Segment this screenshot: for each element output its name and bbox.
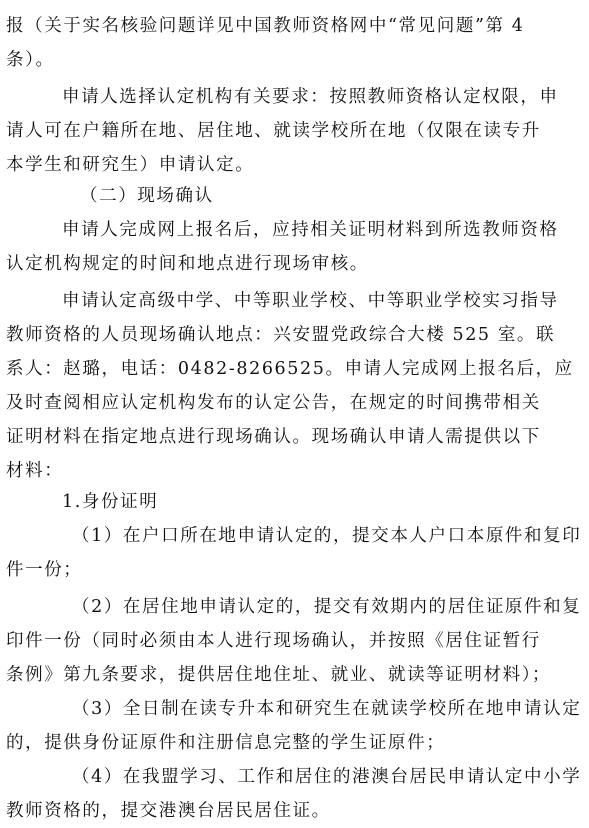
paragraph-line: 申请人完成网上报名后，应持相关证明材料到所选教师资格 <box>62 220 559 240</box>
text-line: 系人：赵璐，电话：0482-8266525。申请人完成网上报名后，应 <box>6 359 574 379</box>
text-line: 请人可在户籍所在地、居住地、就读学校所在地（仅限在读专升 <box>6 121 541 141</box>
text-line: 教师资格的，提交港澳台居民居住证。 <box>6 801 331 821</box>
text-line: 印件一份（同时必须由本人进行现场确认，并按照《居住证暂行 <box>6 631 541 651</box>
list-item-line: （4）在我盟学习、工作和居住的港澳台居民申请认定中小学 <box>72 767 582 787</box>
paragraph-line: 申请认定高级中学、中等职业学校、中等职业学校实习指导 <box>62 291 559 311</box>
text-line: 件一份； <box>6 560 83 580</box>
paragraph-line: 申请人选择认定机构有关要求：按照教师资格认定权限，申 <box>62 87 559 107</box>
text-line: 报（关于实名核验问题详见中国教师资格网中“常见问题”第 4 <box>6 16 525 36</box>
list-item-line: （2）在居住地申请认定的，提交有效期内的居住证原件和复 <box>72 597 582 617</box>
text-line: 及时查阅相应认定机构发布的认定公告，在规定的时间携带相关 <box>6 393 541 413</box>
text-line: 认定机构规定的时间和地点进行现场审核。 <box>6 254 369 274</box>
text-line: 材料： <box>6 461 64 481</box>
text-line: 教师资格的人员现场确认地点：兴安盟党政综合大楼 525 室。联 <box>6 325 556 345</box>
list-item-line: （1）在户口所在地申请认定的，提交本人户口本原件和复印 <box>72 526 582 546</box>
text-line: 条例》第九条要求，提供居住地住址、就业、就读等证明材料）； <box>6 665 552 685</box>
list-item-line: （3）全日制在读专升本和研究生在就读学校所在地申请认定 <box>72 699 582 719</box>
section-heading: （二）现场确认 <box>80 186 214 206</box>
text-line: 本学生和研究生）申请认定。 <box>6 155 255 175</box>
text-line: 条）。 <box>6 50 55 70</box>
text-line: 的，提供身份证原件和注册信息完整的学生证原件； <box>6 733 446 753</box>
subsection-heading: 1.身份证明 <box>62 492 159 512</box>
text-line: 证明材料在指定地点进行现场确认。现场确认申请人需提供以下 <box>6 427 541 447</box>
